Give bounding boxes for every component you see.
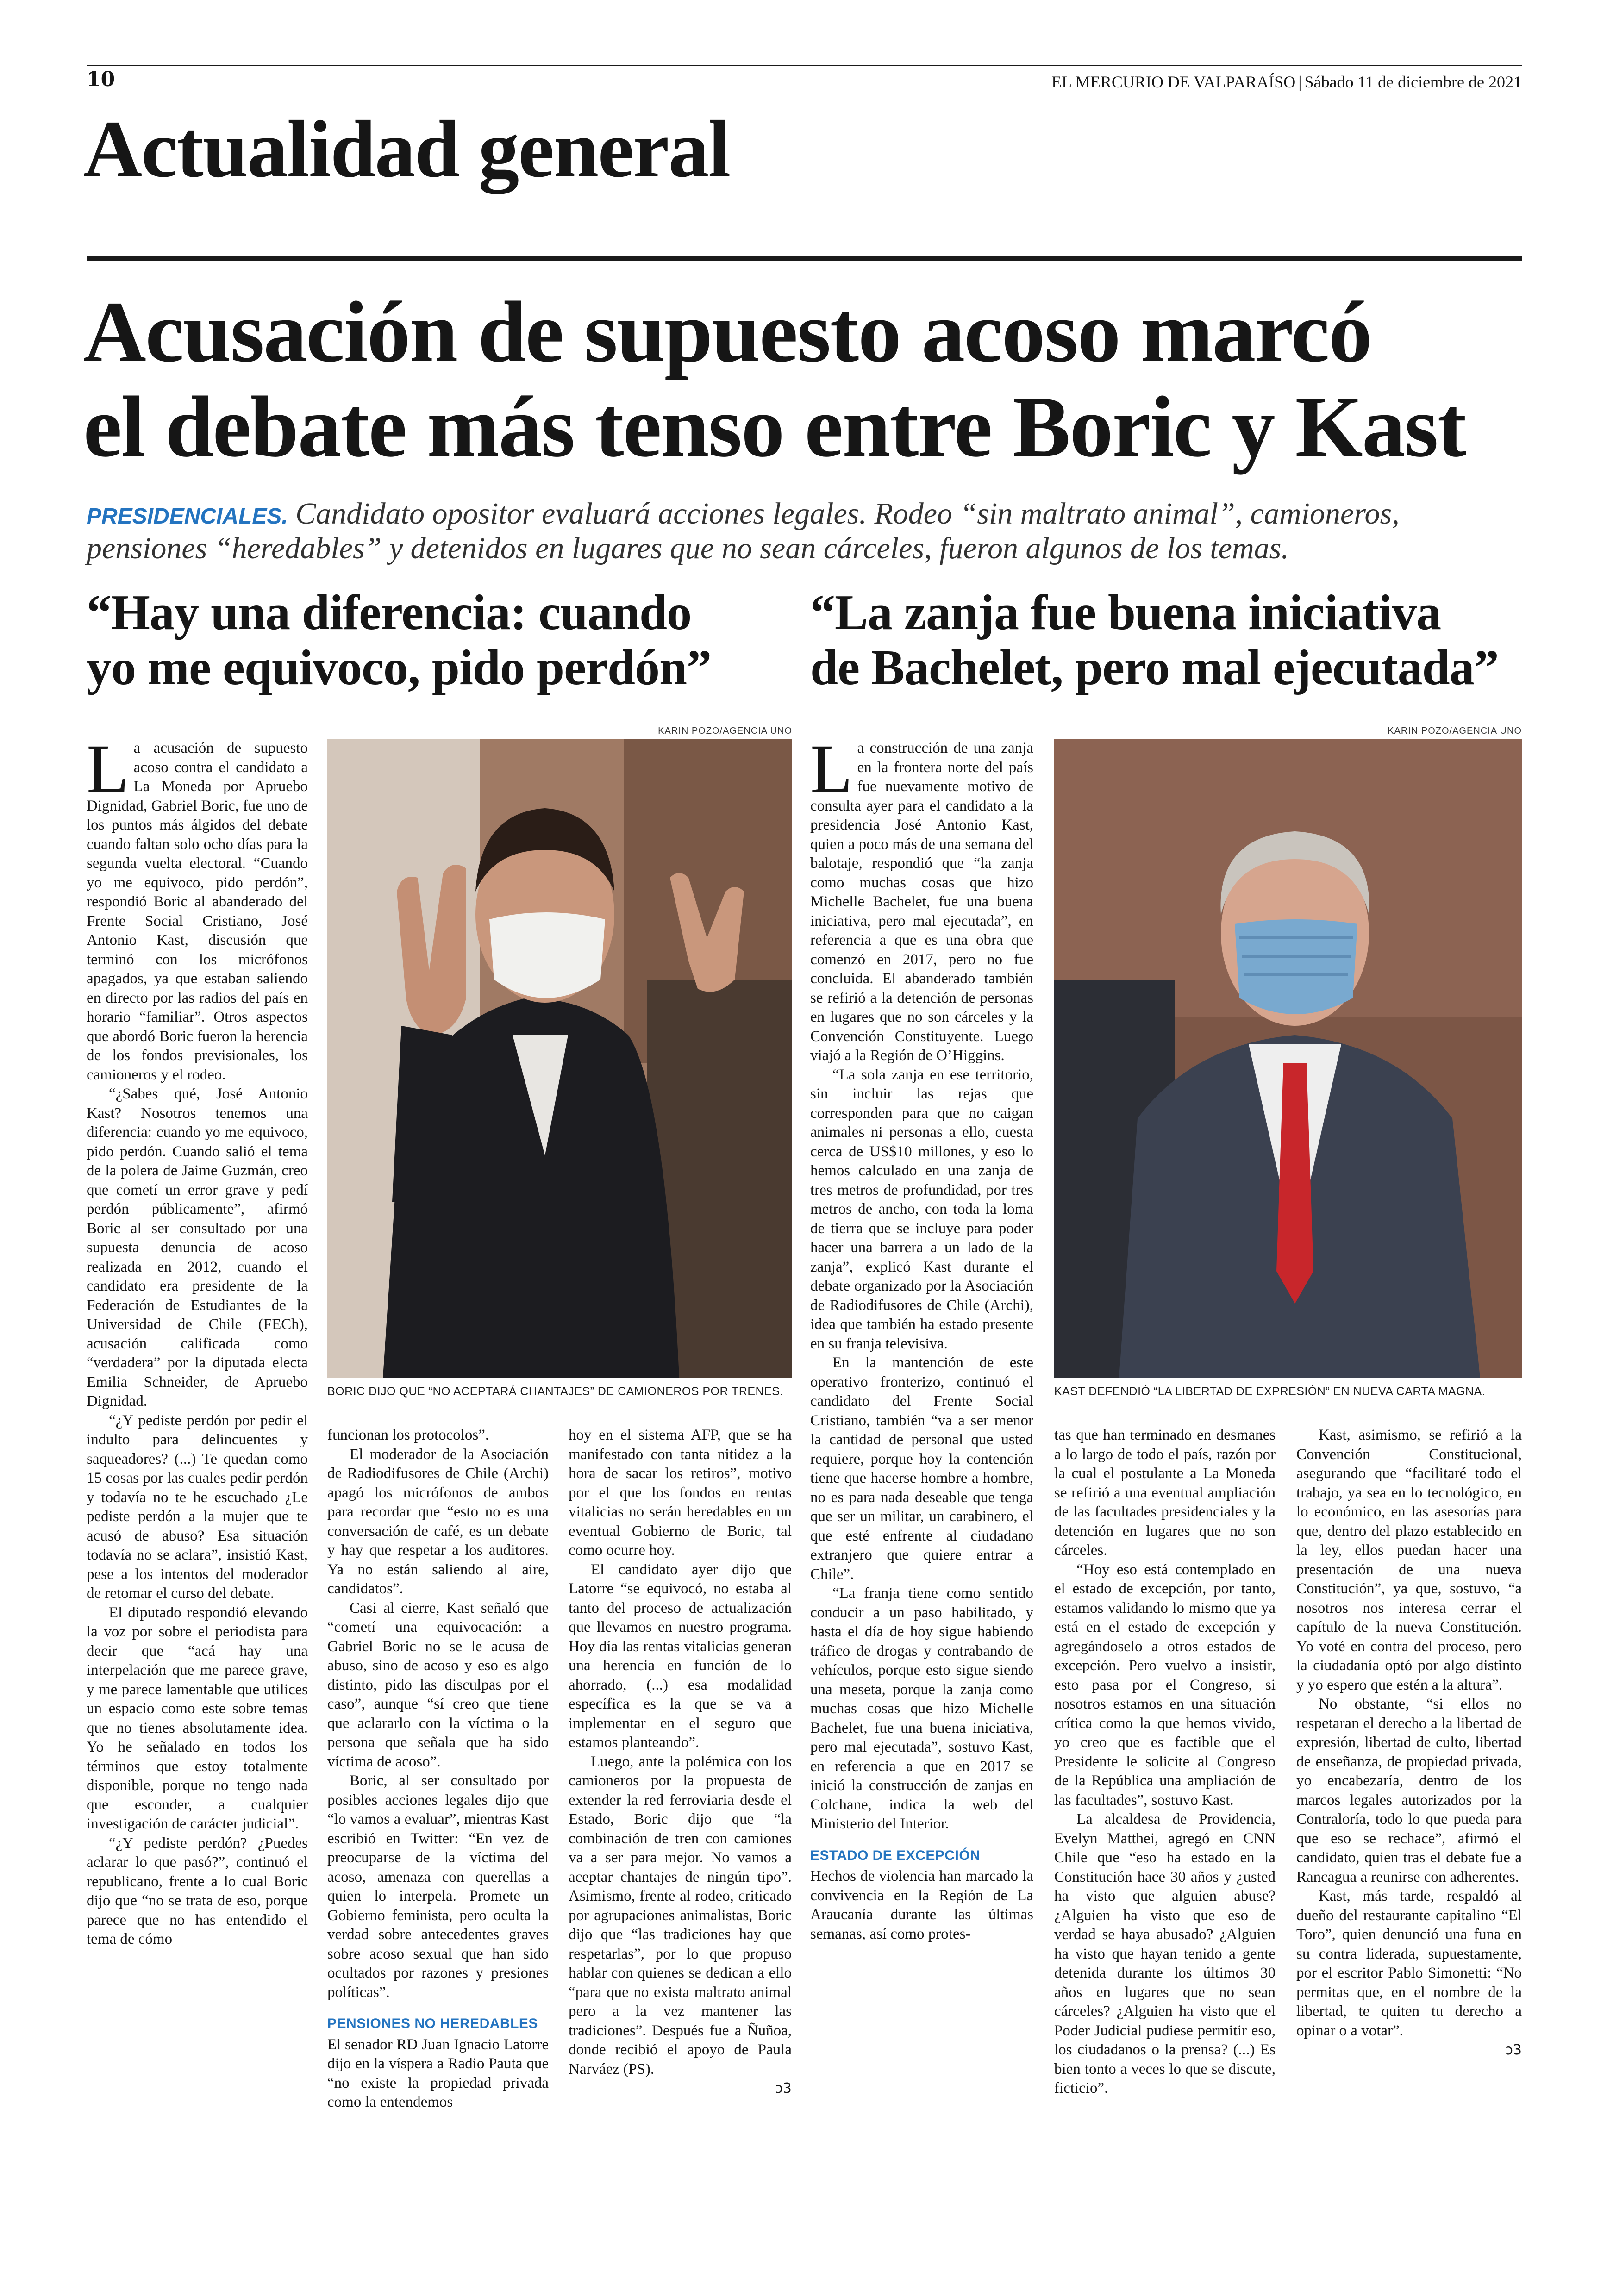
masthead: EL MERCURIO DE VALPARAÍSO | Sábado 11 de diciembre de 2021 xyxy=(1051,73,1522,91)
right-paragraph: tas que han terminado en desmanes a lo largo de todo el país, razón por la cual el postulante a La Moneda se refirió a una eventual ampliación de las facultades presidenciales y la detención en lugares que no son cárceles. xyxy=(1054,1427,1276,1559)
left-photo-caption: BORIC DIJO QUE “NO ACEPTARÁ CHANTAJES” DE CAMIONEROS POR TRENES. xyxy=(327,1385,783,1398)
publication-name: EL MERCURIO DE VALPARAÍSO xyxy=(1051,73,1296,91)
kicker: PRESIDENCIALES. xyxy=(87,504,288,529)
left-paragraph: Boric, al ser consultado por posibles acciones legales dijo que “lo vamos a evaluar”, mientras Kast escribió en Twitter: “En vez de preocuparse de la víctima del acoso, amenaza con querellas a quien lo interpela. Promete un Gobierno feminista, pero oculta la verdad sobre antecedentes graves sobre acoso sexual que han sido ocultados por razones y presiones políticas”. xyxy=(327,1772,549,2001)
left-column-2 xyxy=(327,1426,549,2157)
right-paragraph: Hechos de violencia han marcado la convivencia en la Región de La Araucanía durante las últimas semanas, así como protes- xyxy=(810,1868,1033,1942)
left-paragraph: El moderador de la Asociación de Radiodifusores de Chile (Archi) apagó los micrófonos de ambos para recordar que “esto no es una conversación de café, es un debate y hay que respetar a los auditores. Ya no están saliendo al aire, candidatos”. xyxy=(327,1446,549,1597)
left-paragraph: a acusación de supuesto acoso contra el candidato a La Moneda por Apruebo Dignidad, Gabriel Boric, fue uno de los puntos más álgidos del debate cuando faltan solo ocho días para la segunda vuelta electoral. “Cuando yo me equivoco, pido perdón”, respondió Boric al abanderado del Frente Social Cristiano, José Antonio Kast, discusión que terminó con los micrófonos apagados, ya que estaban saliendo en directo por las radios del país en horario “familiar”. Otros aspectos que abordó Boric fueron la herencia de los fondos previsionales, los camioneros y el rodeo. xyxy=(87,740,308,1083)
left-paragraph: El candidato ayer dijo que Latorre “se equivocó, no estaba al tanto del proceso de actualización que llevamos en nuestro programa. Hoy día las rentas vitalicias generan una herencia en función de lo ahorrado, (...) esa modalidad específica es la que se va a implementar en el seguro que estamos planteando”. xyxy=(569,1561,792,1751)
kast-photo-illustration xyxy=(1054,739,1522,1378)
right-quote-headline xyxy=(810,586,1499,696)
left-paragraph: funcionan los protocolos”. xyxy=(327,1427,489,1443)
right-column-2 xyxy=(1054,1426,1276,2157)
right-paragraph: Kast, más tarde, respaldó al dueño del restaurante capitalino “El Toro”, quien denunció una funa en su contra liderada, supuestamente, por el escritor Pablo Simonetti: “No permitas que, en el nombre de la libertad, te quiten tu derecho a opinar o a votar”. xyxy=(1296,1888,1522,2039)
right-photo-caption: KAST DEFENDIÓ “LA LIBERTAD DE EXPRESIÓN” EN NUEVA CARTA MAGNA. xyxy=(1054,1385,1486,1398)
left-column-1 xyxy=(87,739,308,2155)
left-paragraph: El diputado respondió elevando la voz por sobre el periodista para decir que “acá hay una interpelación que me parece grave, y me parece lamentable que utilices un espacio como este sobre temas que no tienes absolutamente idea. Yo he señalado en todos los términos que estoy totalmente disponible, porque no tengo nada que esconder, a cualquier investigación de carácter judicial”. xyxy=(87,1604,308,1832)
right-end-mark: ↄ3 xyxy=(1505,2042,1522,2058)
headline-line-2: el debate más tenso entre Boric y Kast xyxy=(83,378,1466,475)
left-paragraph: Casi al cierre, Kast señaló que “cometí una equivocación: a Gabriel Boric no se le acusa de abuso, sino de acoso y eso es algo distinto, pido las disculpas por el caso”, aunque “sí creo que tiene que aclararlo con la víctima o la persona que señala que ha sido víctima de acoso”. xyxy=(327,1599,549,1770)
right-subhead: ESTADO DE EXCEPCIÓN xyxy=(810,1847,981,1863)
boric-photo xyxy=(327,739,792,1378)
left-dropcap: L xyxy=(87,739,129,807)
left-subhead: PENSIONES NO HEREDABLES xyxy=(327,2016,538,2031)
right-paragraph: “Hoy eso está contemplado en el estado de excepción, por tanto, estamos validando lo mismo que ya está en el estado de excepción y agregándoselo a otros estados de excepción. Pero vuelvo a insistir, esto pasa por el Congreso, si nosotros estamos en una situación crítica como la que hemos vivido, yo creo que es factible que el Presidente le solicite al Congreso de la República una ampliación de las facultades”, sostuvo Kast. xyxy=(1054,1561,1276,1809)
right-paragraph: a construcción de una zanja en la frontera norte del país fue nuevamente motivo de consulta ayer para el candidato a la presidencia José Antonio Kast, quien a poco más de una semana del balotaje, respondió que “la zanja como muchas cosas que hizo Michelle Bachelet, fue una buena iniciativa, pero mal ejecutada”, en referencia a que es una obra que comenzó en 2017, pero no fue concluida. El abanderado también se refirió a la detención de personas en lugares que no son cárceles y la Convención Constituyente. Luego viajó a la Región de O’Higgins. xyxy=(810,740,1033,1064)
right-paragraph: La alcaldesa de Providencia, Evelyn Matthei, agregó en CNN Chile que “eso ha estado en la Constitución hace 30 años y ¿usted ha visto que alguien abuse? ¿Alguien ha visto que eso de verdad se haya abusado? ¿Alguien ha visto que hayan tenido a gente detenida durante los últimos 30 años en lugares que no sean cárceles? ¿Alguien ha visto que el Poder Judicial pudiese permitir eso, los ciudadanos o la prensa? (...) Es bien tonto a veces lo que se discute, ficticio”. xyxy=(1054,1811,1276,2096)
deck xyxy=(87,496,1526,566)
left-end-mark: ↄ3 xyxy=(775,2080,792,2096)
right-column-3 xyxy=(1296,1426,1522,2157)
left-quote-headline xyxy=(87,586,711,696)
right-paragraph: Kast, asimismo, se refirió a la Convención Constitucional, asegurando que “facilitaré todo el trabajo, ya sea en lo tecnológico, en lo económico, en las asesorías para que, dentro del plazo establecido en la ley, ellos puedan hacer una presentación de una nueva Constitución”, ya que, sostuvo, “a nosotros nos interesa cerrar el capítulo de la nueva Constitución. Yo voté en contra del proceso, pero la ciudadanía optó por algo distinto y yo espero que estén a la altura”. xyxy=(1296,1427,1522,1693)
headline-line-1: Acusación de supuesto acoso marcó xyxy=(83,283,1371,380)
deck-text: Candidato opositor evaluará acciones legales. Rodeo “sin maltrato animal”, camioneros, pensiones “heredables” y detenidos en lugares que no sean cárceles, fueron algunos de los temas. xyxy=(87,497,1400,566)
left-column-3 xyxy=(569,1426,792,2157)
left-quote-line-2: yo me equivoco, pido perdón” xyxy=(87,640,712,695)
left-paragraph: Luego, ante la polémica con los camioneros por la propuesta de extender la red ferroviaria desde el Estado, Boric dijo que “la combinación de tren con camiones va a ser para mejor. No vamos a aceptar chantajes de ningún tipo”. Asimismo, frente al rodeo, criticado por agrupaciones animalistas, Boric dijo que “las tradiciones hay que respetarlas”, por lo que propuso hablar con quienes se dedican a ello “para que no exista maltrato animal pero a la vez mantener las tradiciones”. Después fue a Ñuñoa, donde recibió el apoyo de Paula Narváez (PS). xyxy=(569,1753,792,2078)
top-rule xyxy=(87,65,1522,66)
right-quote-line-2: de Bachelet, pero mal ejecutada” xyxy=(810,640,1499,695)
kast-photo xyxy=(1054,739,1522,1378)
section-title: Actualidad general xyxy=(83,104,730,194)
right-paragraph: En la mantención de este operativo fronterizo, continuó el candidato del Frente Social Cristiano, también “va a ser menor la cantidad de personal que usted requiere, porque hoy la contención tiene que hacerse hombre a hombre, no es para nada deseable que tenga que ser un militar, un carabinero, el que esté enfrente al ciudadano extranjero que quiere entrar a Chile”. xyxy=(810,1354,1033,1583)
right-column-1 xyxy=(810,739,1033,2155)
right-dropcap: L xyxy=(810,739,853,807)
right-paragraph: “La sola zanja en ese territorio, sin incluir las rejas que corresponden para que no caigan animales ni personas a ello, cuesta cerca de US$10 millones, y eso lo hemos calculado en una zanja de tres metros de profundidad, por tres metros de ancho, con toda la loma de tierra que se incluye para poder hacer una barrera a un lado de la zanja”, explicó Kast durante el debate organizado por la Asociación de Radiodifusores de Chile (Archi), idea que también ha estado presente en su franja televisiva. xyxy=(810,1066,1033,1352)
left-quote-line-1: “Hay una diferencia: cuando xyxy=(87,585,692,640)
left-photo-credit: KARIN POZO/AGENCIA UNO xyxy=(658,726,792,736)
publication-date: Sábado 11 de diciembre de 2021 xyxy=(1304,73,1522,91)
left-paragraph: “¿Y pediste perdón? ¿Puedes aclarar lo que pasó?”, continuó el republicano, frente a lo cual Boric dijo que “no se trata de eso, porque parece que no has entendido el tema de cómo xyxy=(87,1834,308,1947)
right-paragraph: “La franja tiene como sentido conducir a un paso habilitado, y hasta el día de hoy sigue habiendo tráfico de drogas y contrabando de vehículos, porque esto sigue siendo una meseta, porque la zanja como muchas cosas que hizo Michelle Bachelet, fue una buena iniciativa, pero mal ejecutada”, sostuvo Kast, en referencia a que en 2017 se inició la construcción de zanjas en Colchane, indica la web del Ministerio del Interior. xyxy=(810,1585,1033,1832)
left-paragraph: “¿Sabes qué, José Antonio Kast? Nosotros tenemos una diferencia: cuando yo me equivoco, pido perdón. Cuando salió el tema de la polera de Jaime Guzmán, creo que cometí un error grave y pedí perdón públicamente”, afirmó Boric al ser consultado por una supuesta denuncia de acoso realizada en 2012, cuando el candidato era presidente de la Federación de Estudiantes de la Universidad de Chile (FECh), acusación calificada como “verdadera” por la diputada electa Emilia Schneider, de Apruebo Dignidad. xyxy=(87,1086,308,1410)
right-photo-credit: KARIN POZO/AGENCIA UNO xyxy=(1388,726,1522,736)
headline xyxy=(83,285,1465,474)
section-rule xyxy=(87,256,1522,261)
right-quote-line-1: “La zanja fue buena iniciativa xyxy=(810,585,1441,640)
left-paragraph: hoy en el sistema AFP, que se ha manifestado con tanta nitidez a la hora de sacar los retiros”, motivo por el que los fondos en rentas vitalicias no serán heredables en un eventual Gobierno de Boric, tal como ocurre hoy. xyxy=(569,1427,792,1559)
left-paragraph: El senador RD Juan Ignacio Latorre dijo en la víspera a Radio Pauta que “no existe la propiedad privada como la entendemos xyxy=(327,2036,549,2110)
page-number: 10 xyxy=(87,68,115,91)
left-paragraph: “¿Y pediste perdón por pedir el indulto para delincuentes y saqueadores? (...) Te quedan como 15 cosas por las cuales pedir perdón y todavía no te he escuchado ¿Le pediste perdón a la mujer que te acusó de abuso? Esa situación todavía no se aclara”, insistió Kast, pese a los intentos del moderador de retomar el curso del debate. xyxy=(87,1412,308,1602)
right-paragraph: No obstante, “si ellos no respetaran el derecho a la libertad de expresión, libertad de culto, libertad de enseñanza, de propiedad privada, yo encabezaría, dentro de los marcos legales autorizados por la Contraloría, todo lo que pueda para que eso se rechace”, afirmó el candidato, quien tras el debate fue a Rancagua a reunirse con adherentes. xyxy=(1296,1696,1522,1885)
boric-photo-illustration xyxy=(327,739,792,1378)
